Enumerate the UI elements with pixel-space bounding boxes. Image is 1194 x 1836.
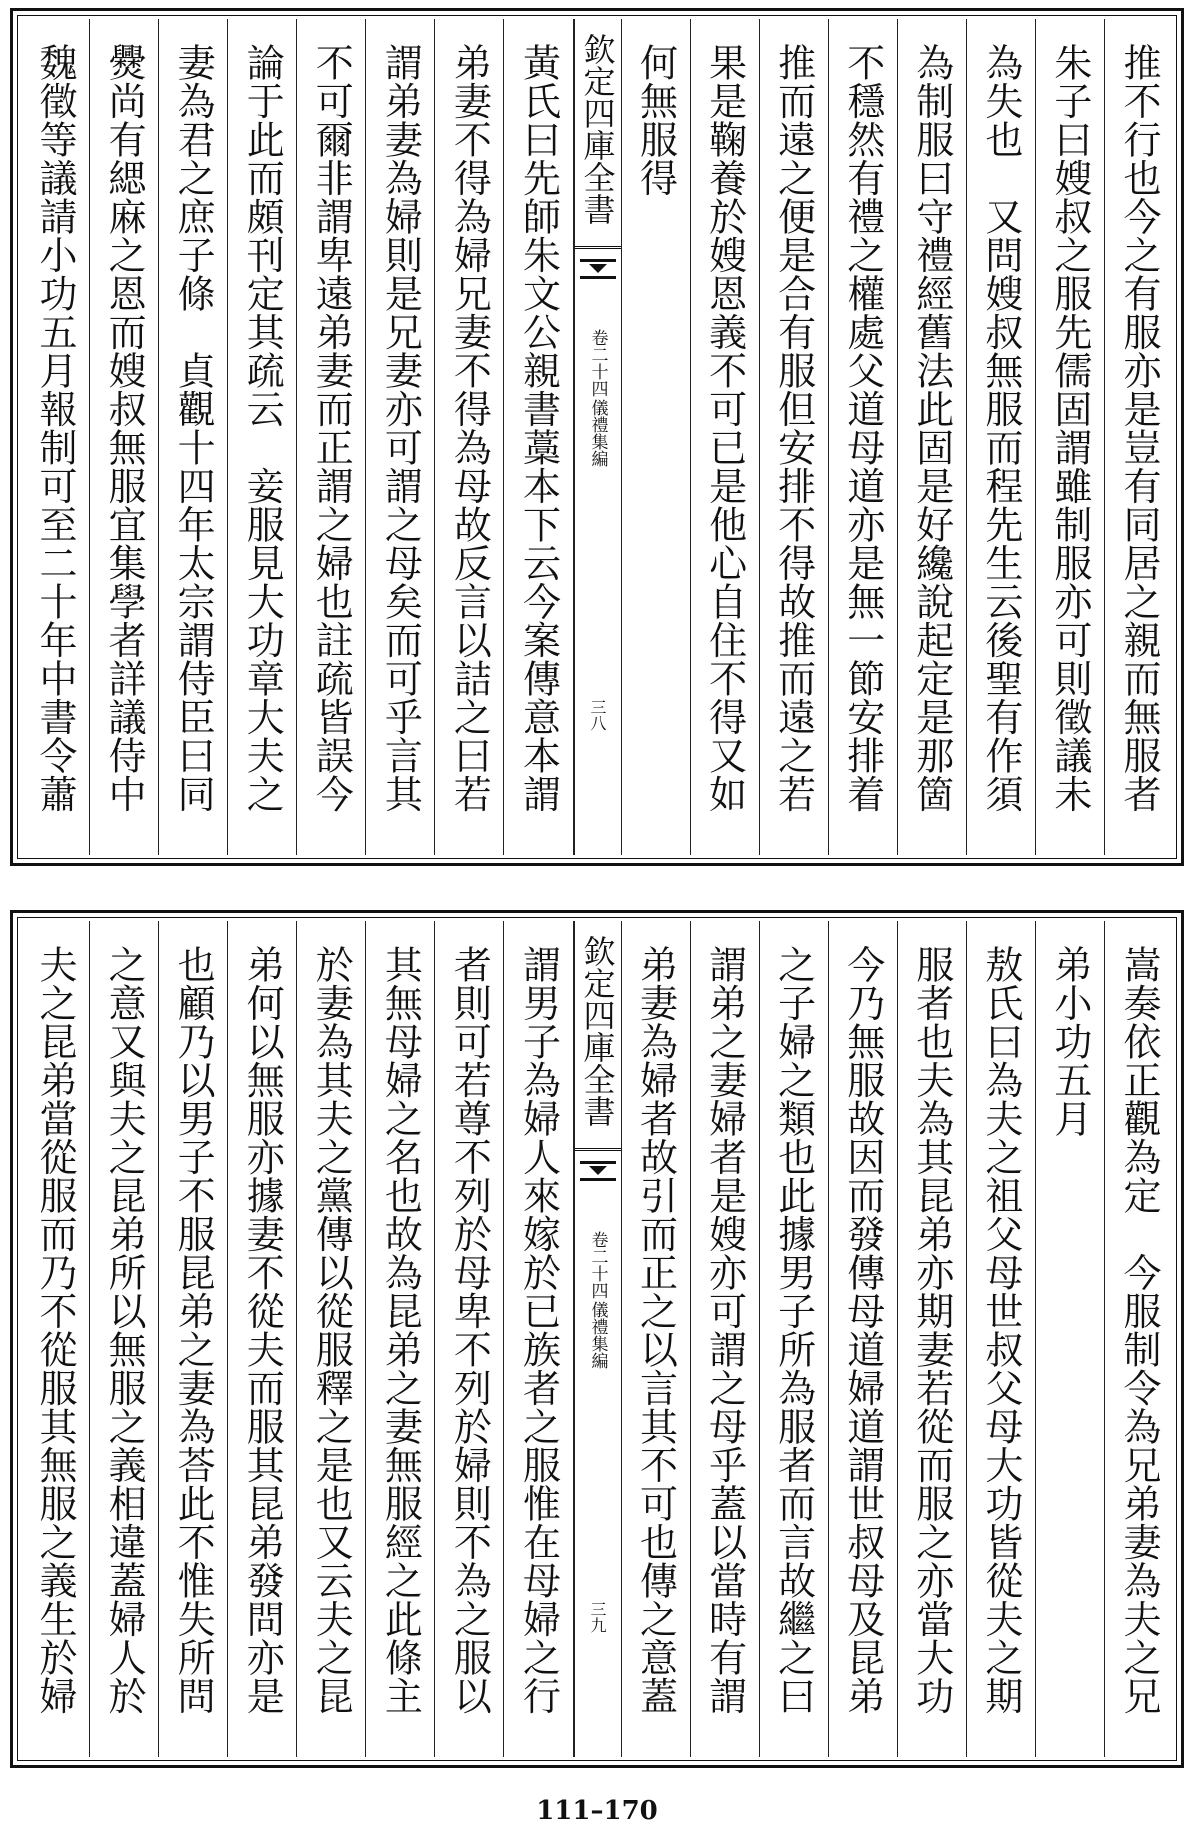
bottom-page <box>10 910 1184 1768</box>
column-text: 不穩然有禮之權處父道母道亦是無一節安排着 <box>840 43 885 813</box>
text-column <box>365 19 434 855</box>
column-text: 今乃無服故因而發傳母道婦道謂世叔母及昆弟 <box>840 945 885 1715</box>
leaf-number: 三九 <box>588 1601 607 1633</box>
text-column <box>296 921 365 1757</box>
column-text: 魏徵等議請小功五月報制可至二十年中書令蕭 <box>33 43 78 813</box>
column-text: 果是鞠養於嫂恩義不可已是他心自住不得又如 <box>702 43 747 813</box>
column-text: 弟妻為婦者故引而正之以言其不可也傳之意蓋 <box>633 945 678 1715</box>
column-text: 服者也夫為其昆弟亦期妻若從而服之亦當大功 <box>909 945 954 1715</box>
text-column <box>828 19 897 855</box>
text-column <box>966 921 1035 1757</box>
text-column <box>621 921 690 1757</box>
volume-number: 卷二十四 <box>587 1231 608 1299</box>
text-column <box>21 921 89 1757</box>
text-column <box>158 921 227 1757</box>
text-column <box>503 19 572 855</box>
column-text: 其無母婦之名也故為昆弟之妻無服經之此條主 <box>378 945 423 1715</box>
text-column <box>1035 921 1104 1757</box>
text-column <box>1104 19 1173 855</box>
text-column <box>227 921 296 1757</box>
column-text: 謂弟妻為婦則是兄妻亦可謂之母矣而可乎言其 <box>378 43 423 813</box>
center-fold <box>573 19 621 855</box>
text-column <box>89 921 158 1757</box>
top-page-columns <box>21 19 1173 855</box>
column-text: 推而遠之便是合有服但安排不得故推而遠之若 <box>771 43 816 813</box>
text-column <box>158 19 227 855</box>
text-column <box>365 921 434 1757</box>
text-column <box>89 19 158 855</box>
column-text: 之子婦之類也此據男子所為服者而言故繼之曰 <box>771 945 816 1715</box>
column-text: 於妻為其夫之黨傳以從服釋之是也又云夫之昆 <box>309 945 354 1715</box>
column-text: 敖氏曰為夫之祖父母世叔父母大功皆從夫之期 <box>978 945 1023 1715</box>
column-text: 夫之昆弟當從服而乃不從服其無服之義生於婦 <box>33 945 78 1715</box>
column-text: 者則可若尊不列於母卑不列於婦則不為之服以 <box>447 945 492 1715</box>
fishtail-mark <box>580 259 616 279</box>
fishtail-mark <box>580 1161 616 1181</box>
text-column <box>828 921 897 1757</box>
top-page <box>10 8 1184 866</box>
text-column <box>434 19 503 855</box>
volume-number: 卷二十四 <box>587 329 608 397</box>
bottom-page-columns <box>21 921 1173 1757</box>
text-column <box>897 19 966 855</box>
text-column <box>759 921 828 1757</box>
text-column <box>690 19 759 855</box>
column-text: 朱子曰嫂叔之服先儒固謂雖制服亦可則徵議未 <box>1047 43 1092 813</box>
column-text: 也顧乃以男子不服昆弟之妻為荅此不惟失所問 <box>171 945 216 1715</box>
volume-label <box>586 1231 608 1369</box>
column-text: 弟何以無服亦據妻不從夫而服其昆弟發問亦是 <box>240 945 285 1715</box>
column-text: 謂男子為婦人來嫁於已族者之服惟在母婦之行 <box>516 945 561 1715</box>
column-text: 㸑尚有緦麻之恩而嫂叔無服宜集學者詳議侍中 <box>102 43 147 813</box>
leaf-number: 三八 <box>588 699 607 731</box>
column-text: 謂弟之妻婦者是嫂亦可謂之母乎蓋以當時有謂 <box>702 945 747 1715</box>
column-text: 之意又與夫之昆弟所以無服之義相違蓋婦人於 <box>102 945 147 1715</box>
column-text: 論于此而頗刊定其疏云 妾服見大功章大夫之 <box>240 43 285 813</box>
center-fold <box>573 921 621 1757</box>
text-column <box>759 19 828 855</box>
column-text: 不可爾非謂卑遠弟妻而正謂之婦也註疏皆誤今 <box>309 43 354 813</box>
text-column <box>434 921 503 1757</box>
column-text: 弟妻不得為婦兄妻不得為母故反言以詰之曰若 <box>447 43 492 813</box>
text-column <box>690 921 759 1757</box>
column-text: 推不行也今之有服亦是豈有同居之親而無服者 <box>1116 43 1161 813</box>
text-column <box>296 19 365 855</box>
text-column <box>966 19 1035 855</box>
book-title: 欽定四庫全書 <box>575 19 621 249</box>
column-text: 嵩奏依正觀為定 今服制令為兄弟妻為夫之兄 <box>1116 945 1161 1715</box>
column-text: 黃氏曰先師朱文公親書藁本下云今案傳意本謂 <box>516 43 561 813</box>
column-text: 弟小功五月 <box>1047 945 1092 1138</box>
text-column <box>227 19 296 855</box>
text-column <box>1035 19 1104 855</box>
page-code: 111–170 <box>536 1796 658 1826</box>
volume-title: 儀禮集編 <box>587 1301 608 1369</box>
text-column <box>503 921 572 1757</box>
volume-title: 儀禮集編 <box>587 399 608 467</box>
text-column <box>897 921 966 1757</box>
column-text: 為制服曰守禮經舊法此固是好纔說起定是那箇 <box>909 43 954 813</box>
column-text: 為失也 又問嫂叔無服而程先生云後聖有作須 <box>978 43 1023 813</box>
text-column <box>621 19 690 855</box>
book-title: 欽定四庫全書 <box>575 921 621 1151</box>
column-text: 妻為君之庶子條 貞觀十四年太宗謂侍臣曰同 <box>171 43 216 813</box>
text-column <box>21 19 89 855</box>
text-column <box>1104 921 1173 1757</box>
column-text: 何無服得 <box>633 43 678 197</box>
volume-label <box>586 329 608 467</box>
